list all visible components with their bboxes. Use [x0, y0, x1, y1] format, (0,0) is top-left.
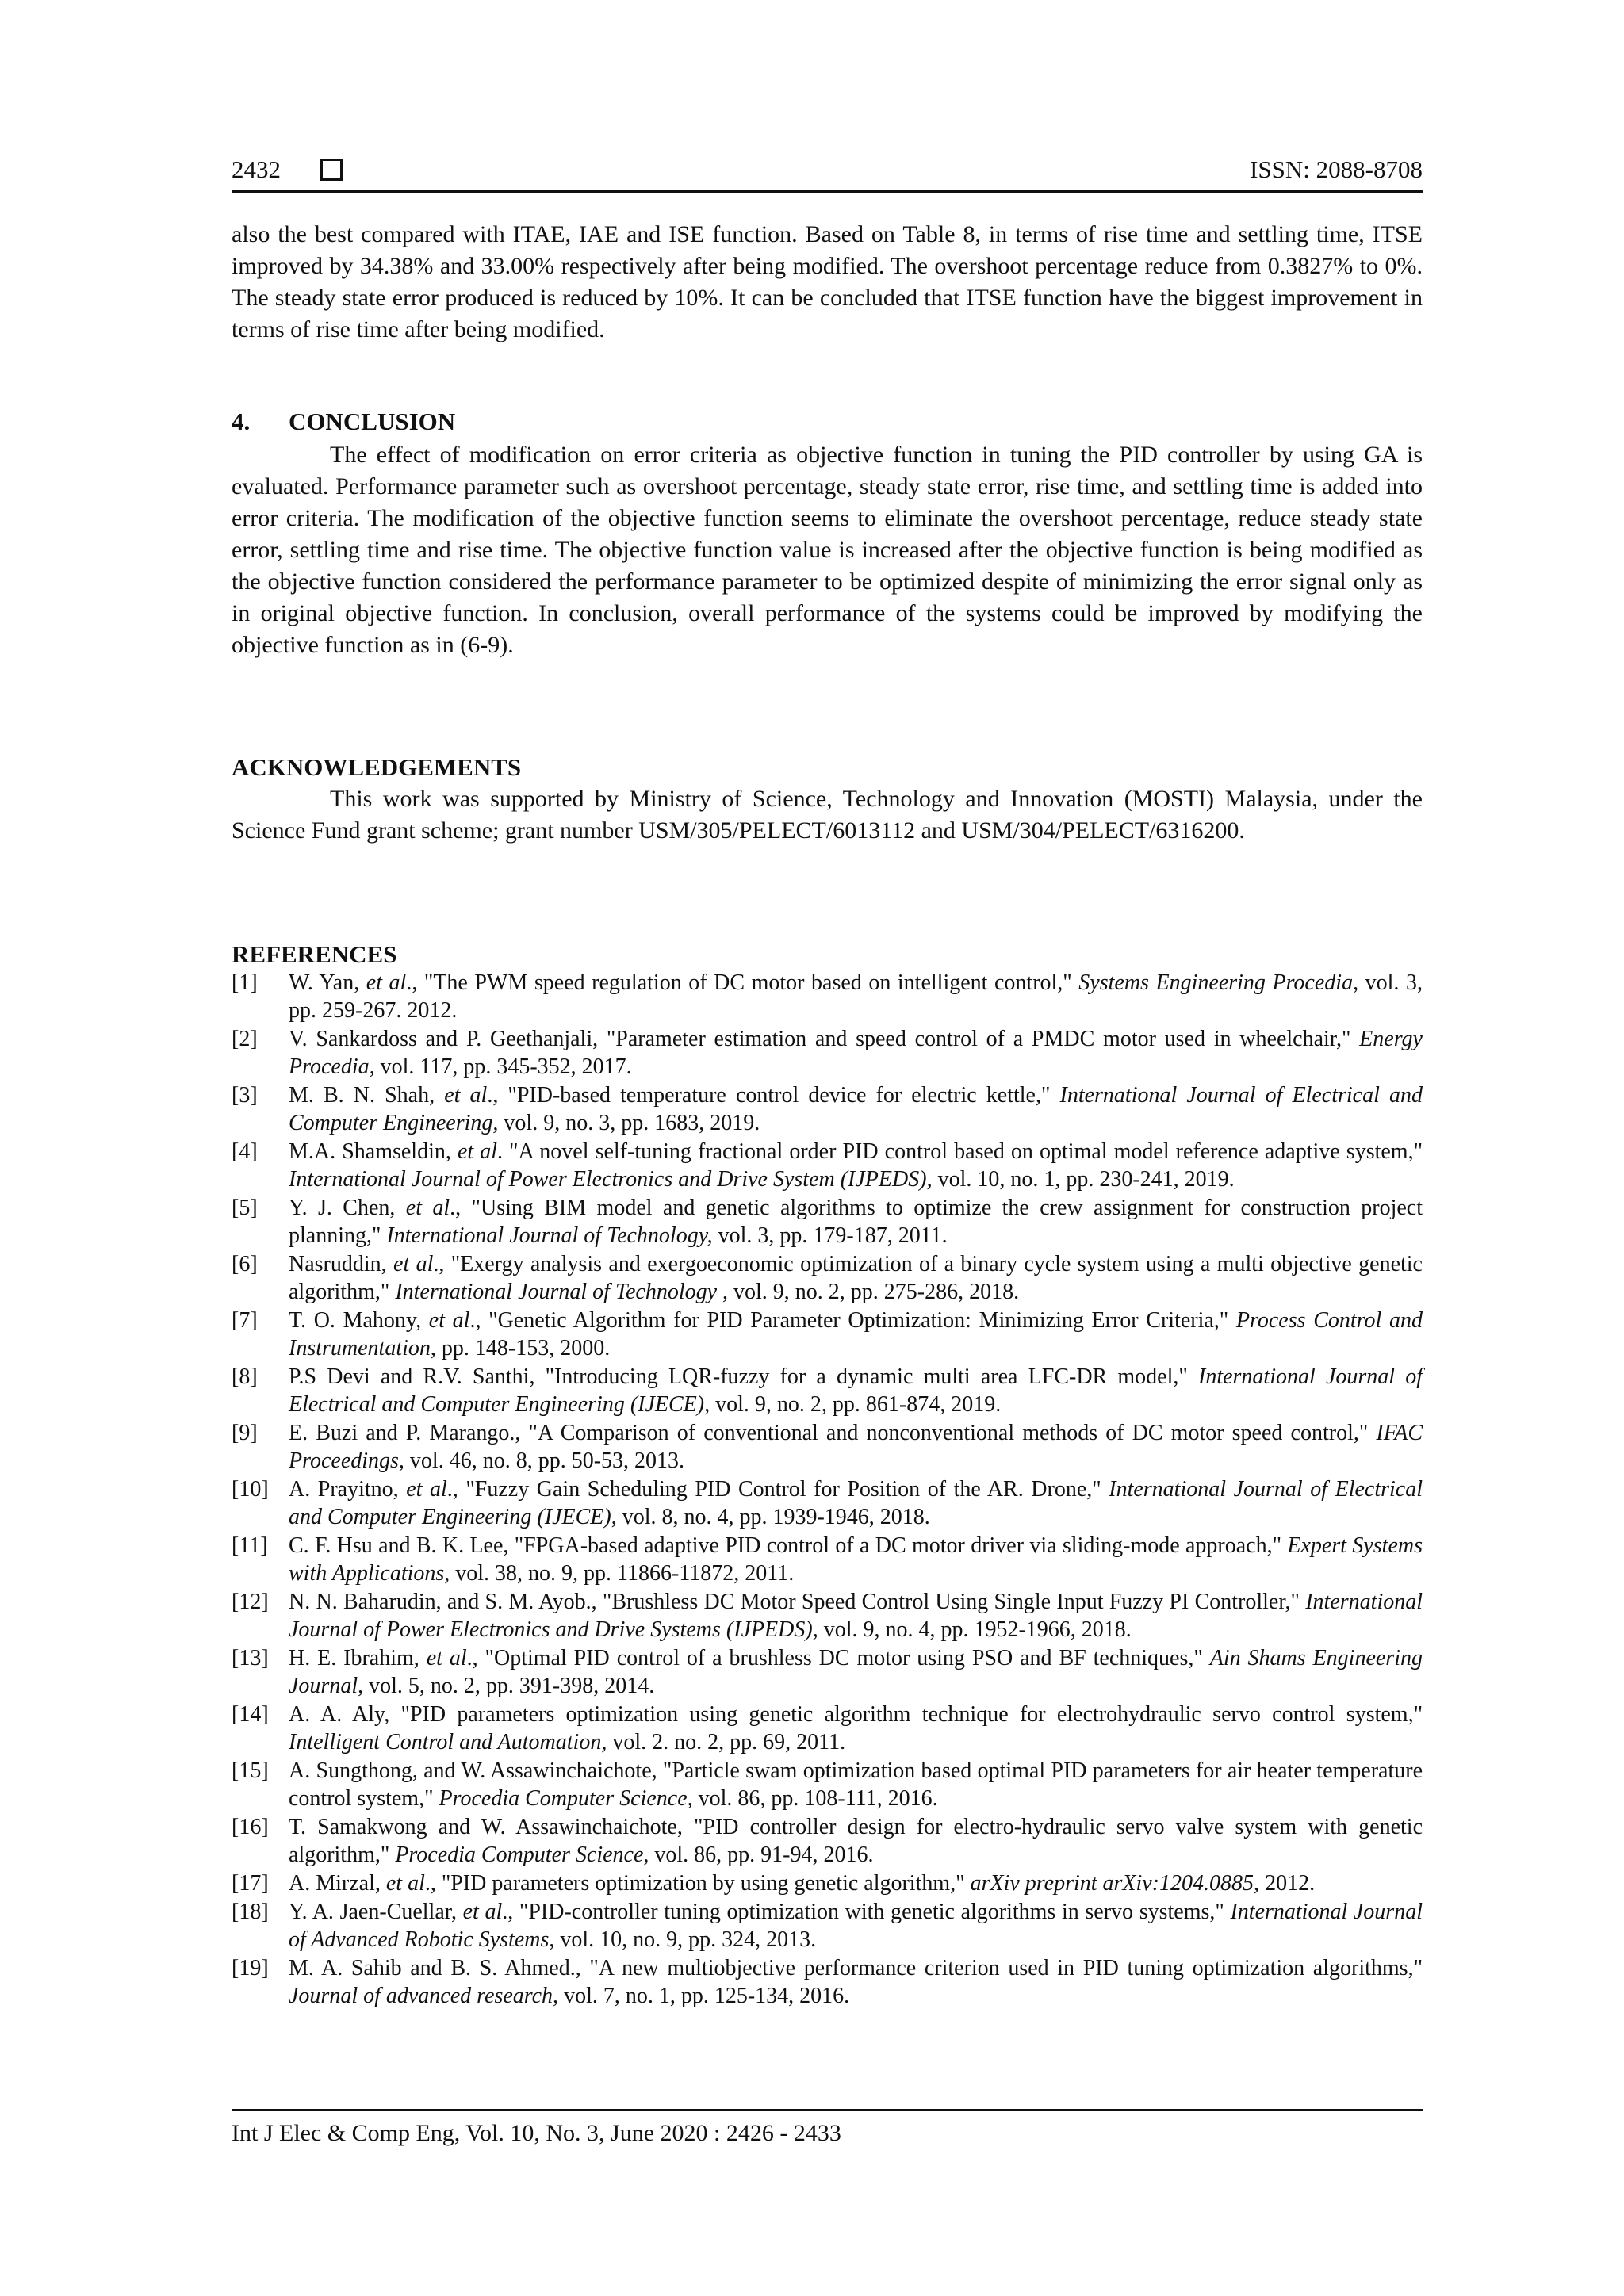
reference-title: ., "PID-controller tuning optimization with genetic algorithms in servo systems," [502, 1900, 1231, 1924]
reference-authors-title: M.A. Shamseldin, [289, 1139, 458, 1164]
reference-authors-title: P.S Devi and R.V. Santhi, "Introducing LQR-fuzzy for a dynamic multi area LFC-DR model," [289, 1364, 1198, 1389]
reference-journal: Procedia Computer Science, [439, 1786, 693, 1811]
reference-details: , vol. 86, pp. 91-94, 2016. [643, 1843, 874, 1867]
references-heading: REFERENCES [232, 940, 397, 968]
reference-item [232, 969, 1423, 1024]
reference-item [232, 1138, 1423, 1193]
reference-number: [13] [232, 1646, 269, 1670]
reference-journal: Intelligent Control and Automation, [289, 1730, 607, 1755]
reference-number: [9] [232, 1421, 258, 1445]
reference-number: [1] [232, 970, 258, 995]
reference-number: [3] [232, 1083, 258, 1108]
reference-number: [18] [232, 1900, 269, 1924]
reference-details: vol. 9, no. 4, pp. 1952-1966, 2018. [818, 1617, 1132, 1642]
reference-journal: Ain Shams Engineering Journal [289, 1646, 1423, 1698]
reference-authors-title: A. Prayitno, [289, 1477, 407, 1502]
reference-title: ., "Fuzzy Gain Scheduling PID Control for Position of the AR. Drone," [446, 1477, 1109, 1502]
reference-journal: Journal of advanced research [289, 1984, 553, 2008]
reference-number: [8] [232, 1364, 258, 1389]
reference-number: [11] [232, 1533, 268, 1558]
reference-number: [7] [232, 1308, 258, 1333]
reference-journal: International Journal of Electrical and Computer Engineering (IJECE), [289, 1364, 1423, 1417]
reference-number: [10] [232, 1477, 269, 1502]
reference-journal: IFAC Proceedings, [289, 1421, 1423, 1473]
reference-et-al: et al [393, 1252, 434, 1276]
reference-details: , pp. 148-153, 2000. [430, 1336, 611, 1360]
reference-journal: International Journal of Technology, [386, 1223, 713, 1248]
reference-title: . "A novel self-tuning fractional order PID control based on optimal model reference adaptive system," [497, 1139, 1423, 1164]
reference-number: [19] [232, 1956, 269, 1980]
reference-details: vol. 3, pp. 179-187, 2011. [712, 1223, 948, 1248]
reference-number: [16] [232, 1815, 269, 1839]
square-bullet-icon [320, 159, 343, 181]
reference-authors-title: N. N. Baharudin, and S. M. Ayob., "Brushless DC Motor Speed Control Using Single Input Fuzzy PI Controller," [289, 1590, 1306, 1614]
reference-et-al: et al [444, 1083, 488, 1108]
reference-item [232, 1954, 1423, 2010]
intro-paragraph-text: also the best compared with ITAE, IAE and ISE function. Based on Table 8, in terms of rise time and settling time, ITSE improved by 34.38% and 33.00% respectively after being modified. The overshoot percentage reduce from 0.3827% to 0%. The steady state error produced is reduced by 10%. It can be concluded that ITSE function have the biggest improvement in terms of rise time after being modified. [232, 221, 1423, 342]
issn-label: ISSN: 2088-8708 [1250, 155, 1423, 183]
reference-details: vol. 3, pp. 259-267. 2012. [289, 970, 1423, 1023]
conclusion-heading [232, 408, 455, 436]
reference-details: vol. 9, no. 3, pp. 1683, 2019. [498, 1111, 760, 1135]
reference-number: [15] [232, 1758, 269, 1783]
reference-title: ., "Genetic Algorithm for PID Parameter Optimization: Minimizing Error Criteria," [469, 1308, 1236, 1333]
reference-et-al: et al [428, 1308, 470, 1333]
reference-authors-title: T. O. Mahony, [289, 1308, 429, 1333]
reference-authors-title: T. Samakwong and W. Assawinchaichote, "PID controller design for electro-hydraulic servo valve system with genetic algorithm," [289, 1815, 1423, 1867]
reference-number: [14] [232, 1702, 269, 1727]
reference-number: [4] [232, 1139, 258, 1164]
page-footer: Int J Elec & Comp Eng, Vol. 10, No. 3, June 2020 : 2426 - 2433 [232, 2120, 841, 2146]
reference-title: ., "Optimal PID control of a brushless DC motor using PSO and BF techniques," [466, 1646, 1210, 1670]
conclusion-title: CONCLUSION [289, 408, 456, 435]
reference-details: vol. 46, no. 8, pp. 50-53, 2013. [404, 1448, 685, 1473]
page-number: 2432 [232, 155, 281, 183]
reference-details: vol. 10, no. 1, pp. 230-241, 2019. [932, 1167, 1235, 1192]
reference-item [232, 1757, 1423, 1812]
reference-details: vol. 86, pp. 108-111, 2016. [692, 1786, 938, 1811]
reference-et-al: et al [457, 1139, 498, 1164]
reference-item [232, 1194, 1423, 1249]
reference-item [232, 1532, 1423, 1587]
reference-number: [2] [232, 1027, 258, 1051]
reference-details: vol. 2. no. 2, pp. 69, 2011. [607, 1730, 846, 1755]
reference-item [232, 1644, 1423, 1700]
reference-item [232, 1701, 1423, 1756]
reference-details: , vol. 38, no. 9, pp. 11866-11872, 2011. [444, 1561, 795, 1586]
reference-item [232, 1307, 1423, 1362]
reference-journal: Energy Procedia, [289, 1027, 1423, 1079]
reference-details: , vol. 10, no. 9, pp. 324, 2013. [549, 1927, 817, 1952]
reference-details: , vol. 5, no. 2, pp. 391-398, 2014. [358, 1674, 655, 1698]
reference-journal: International Journal of Advanced Robotic Systems [289, 1900, 1423, 1952]
reference-authors-title: M. B. N. Shah, [289, 1083, 445, 1108]
reference-journal: International Journal of Electrical and Computer Engineering (IJECE) [289, 1477, 1423, 1529]
reference-details: , vol. 7, no. 1, pp. 125-134, 2016. [553, 1984, 850, 2008]
reference-number: [12] [232, 1590, 269, 1614]
reference-title: ., "The PWM speed regulation of DC motor based on intelligent control," [406, 970, 1079, 995]
reference-item [232, 1419, 1423, 1475]
reference-item [232, 1813, 1423, 1869]
reference-title: ., "PID parameters optimization by using genetic algorithm," [424, 1871, 971, 1896]
reference-title: ., "PID-based temperature control device for electric kettle," [487, 1083, 1060, 1108]
reference-authors-title: M. A. Sahib and B. S. Ahmed., "A new multiobjective performance criterion used in PID tuning optimization algorithms," [289, 1956, 1423, 1980]
reference-authors-title: A. Mirzal, [289, 1871, 386, 1896]
reference-item [232, 1898, 1423, 1954]
reference-journal: International Journal of Power Electronics and Drive System (IJPEDS), [289, 1167, 933, 1192]
reference-authors-title: W. Yan, [289, 970, 366, 995]
reference-journal: International Journal of Power Electronics and Drive Systems (IJPEDS), [289, 1590, 1423, 1642]
conclusion-section-number: 4. [232, 408, 251, 435]
reference-item [232, 1081, 1423, 1137]
reference-authors-title: Y. A. Jaen-Cuellar, [289, 1900, 463, 1924]
acknowledgements-text: This work was supported by Ministry of Science, Technology and Innovation (MOSTI) Malaysia, under the Science Fund grant scheme; grant number USM/305/PELECT/6013112 and USM/304/PELECT/6316200. [232, 786, 1423, 844]
reference-journal: arXiv preprint arXiv:1204.0885, [970, 1871, 1260, 1896]
reference-number: [6] [232, 1252, 258, 1276]
reference-et-al: et al [406, 1477, 447, 1502]
reference-item [232, 1475, 1423, 1531]
reference-number: [17] [232, 1871, 269, 1896]
reference-journal: Systems Engineering Procedia, [1078, 970, 1359, 995]
reference-authors-title: V. Sankardoss and P. Geethanjali, "Parameter estimation and speed control of a PMDC motor used in wheelchair," [289, 1027, 1360, 1051]
reference-item [232, 1250, 1423, 1306]
reference-item [232, 1363, 1423, 1418]
page-header [232, 155, 1423, 195]
reference-authors-title: Y. J. Chen, [289, 1196, 406, 1220]
conclusion-text: The effect of modification on error criteria as objective function in tuning the PID controller by using GA is evaluated. Performance parameter such as overshoot percentage, steady state error, rise time, and settling time is added into error criteria. The modification of the objective function seems to eliminate the overshoot percentage, reduce steady state error, settling time and rise time. The objective function value is increased after the objective function is being modified as the objective function considered the performance parameter to be optimized despite of minimizing the error signal only as in original objective function. In conclusion, overall performance of the systems could be improved by modifying the objective function as in (6-9). [232, 442, 1423, 658]
reference-title: ., "Exergy analysis and exergoeconomic optimization of a binary cycle system using a multi objective genetic algorithm," [289, 1252, 1423, 1304]
reference-authors-title: Nasruddin, [289, 1252, 394, 1276]
reference-journal: Expert Systems with Applications [289, 1533, 1423, 1586]
reference-et-al: et al [426, 1646, 467, 1670]
reference-list [232, 969, 1423, 2011]
reference-item [232, 1869, 1423, 1897]
reference-et-al: et al [405, 1196, 450, 1220]
reference-authors-title: H. E. Ibrahim, [289, 1646, 427, 1670]
reference-item [232, 1588, 1423, 1644]
reference-details: 2012. [1259, 1871, 1316, 1896]
reference-authors-title: E. Buzi and P. Marango., "A Comparison of conventional and nonconventional methods of DC motor speed control," [289, 1421, 1377, 1445]
reference-item [232, 1025, 1423, 1081]
reference-authors-title: C. F. Hsu and B. K. Lee, "FPGA-based adaptive PID control of a DC motor driver via sliding-mode approach," [289, 1533, 1288, 1558]
reference-et-al: et al [366, 970, 407, 995]
acknowledgements-paragraph [232, 783, 1423, 847]
acknowledgements-heading: ACKNOWLEDGEMENTS [232, 753, 522, 781]
reference-authors-title: A. Sungthong, and W. Assawinchaichote, "Particle swam optimization based optimal PID parameters for air heater temperature control system," [289, 1758, 1423, 1811]
reference-journal: Procedia Computer Science [395, 1843, 644, 1867]
reference-authors-title: A. A. Aly, "PID parameters optimization using genetic algorithm technique for electrohydraulic servo control system," [289, 1702, 1423, 1727]
reference-details: , vol. 9, no. 2, pp. 275-286, 2018. [717, 1280, 1020, 1304]
conclusion-paragraph [232, 439, 1423, 661]
footer-rule [232, 2109, 1423, 2111]
reference-journal: International Journal of Electrical and Computer Engineering, [289, 1083, 1423, 1135]
reference-details: vol. 117, pp. 345-352, 2017. [374, 1054, 632, 1079]
reference-details: vol. 9, no. 2, pp. 861-874, 2019. [710, 1392, 1002, 1417]
reference-et-al: et al [462, 1900, 503, 1924]
reference-journal: International Journal of Technology [395, 1280, 718, 1304]
reference-title: ., "Using BIM model and genetic algorithms to optimize the crew assignment for construction project planning," [289, 1196, 1423, 1248]
reference-et-al: et al [385, 1871, 425, 1896]
header-rule [232, 190, 1423, 193]
reference-details: , vol. 8, no. 4, pp. 1939-1946, 2018. [611, 1505, 930, 1529]
intro-paragraph [232, 219, 1423, 346]
reference-number: [5] [232, 1196, 258, 1220]
reference-journal: Process Control and Instrumentation [289, 1308, 1423, 1360]
